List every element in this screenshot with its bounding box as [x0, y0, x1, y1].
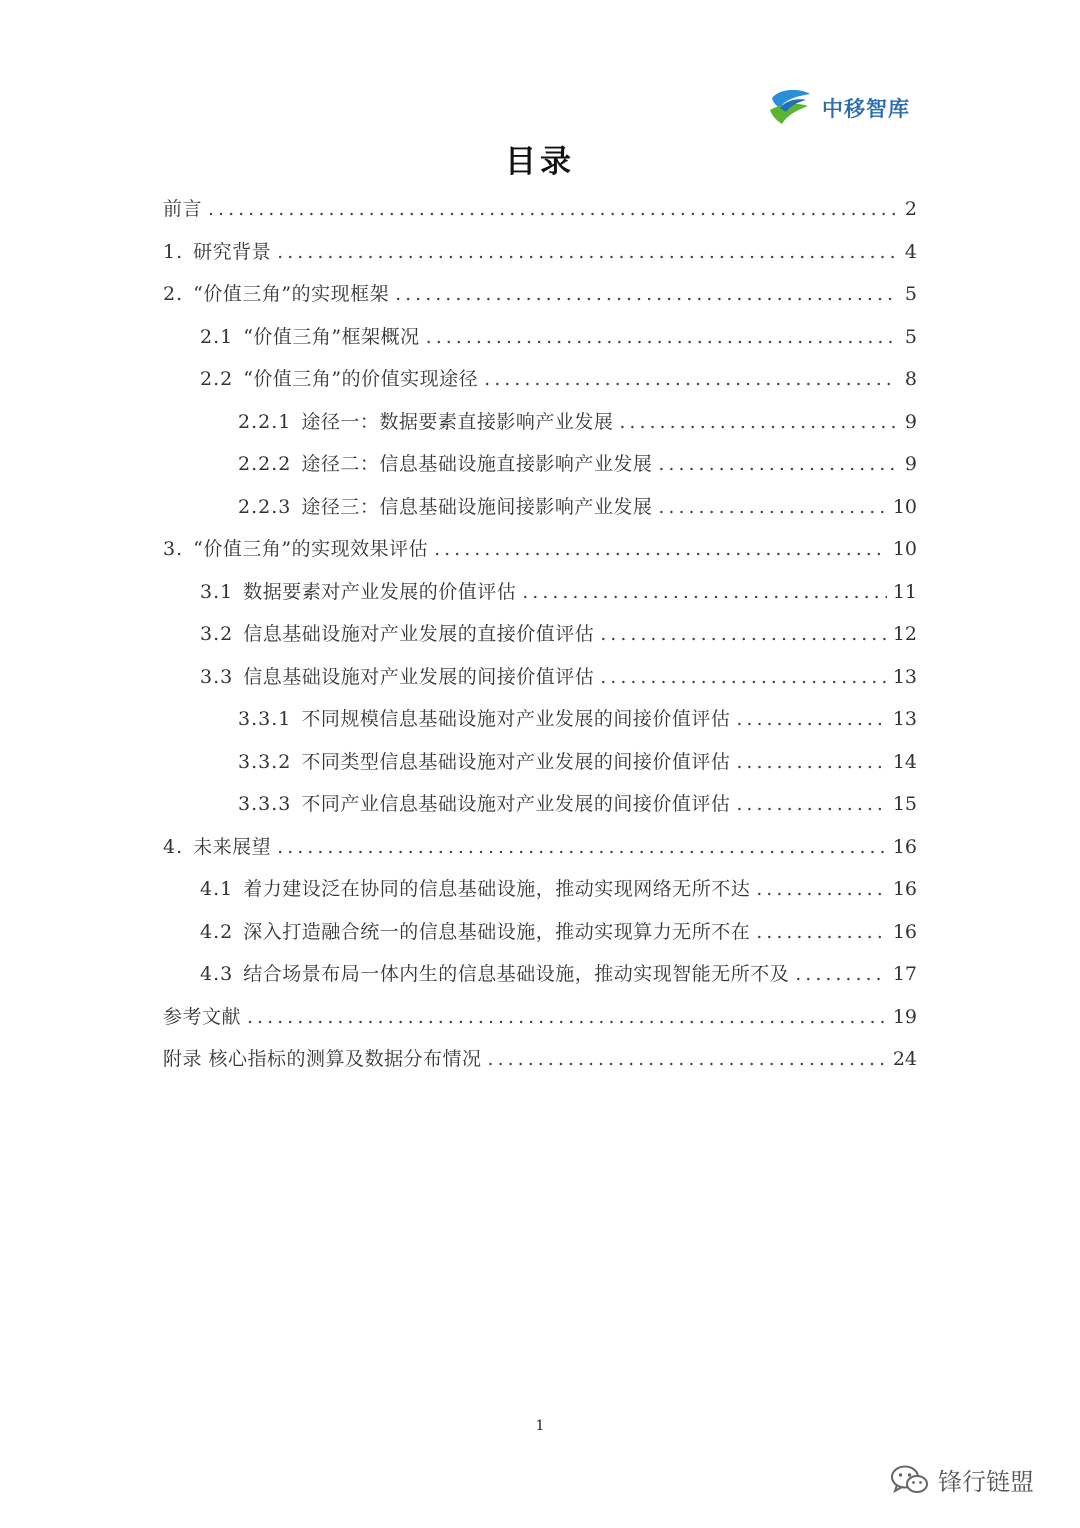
- toc-section-number: 4.: [163, 835, 184, 858]
- toc-leader-dots: [736, 698, 886, 741]
- toc-leader-dots: [736, 783, 886, 826]
- toc-section-number: 1.: [163, 240, 184, 263]
- toc-section-number: 3.3.2: [238, 750, 292, 773]
- toc-page-number: 9: [904, 453, 917, 475]
- toc-entry-label: 信息基础设施对产业发展的间接价值评估: [243, 665, 595, 688]
- toc-page-number: 5: [904, 283, 917, 305]
- toc-leader-dots: [756, 868, 887, 911]
- toc-section-number: 3.3.1: [238, 708, 292, 730]
- page-title: 目录: [505, 144, 575, 180]
- toc-entry[interactable]: [163, 316, 917, 359]
- toc-page-number: 8: [904, 368, 917, 390]
- toc-entry[interactable]: [163, 358, 917, 401]
- toc-entry[interactable]: [163, 273, 917, 316]
- toc-section-number: 4.1: [200, 878, 234, 900]
- page-number: 1: [535, 1418, 545, 1434]
- table-of-contents: [163, 188, 917, 1081]
- toc-entry-label: “价值三角”的实现框架: [193, 283, 390, 305]
- toc-entry[interactable]: [163, 571, 917, 614]
- toc-leader-dots: [434, 528, 887, 571]
- toc-page-number: 11: [892, 580, 917, 603]
- toc-entry[interactable]: [163, 443, 917, 486]
- toc-entry[interactable]: [163, 741, 917, 784]
- toc-page-number: 10: [892, 538, 917, 560]
- logo-text: 中移智库: [822, 97, 910, 121]
- toc-entry-label: 数据要素对产业发展的价值评估: [243, 580, 517, 603]
- toc-entry-label: 不同类型信息基础设施对产业发展的间接价值评估: [301, 750, 731, 773]
- toc-leader-dots: [484, 358, 897, 401]
- toc-page-number: 24: [892, 1048, 917, 1070]
- toc-section-number: 2.2.1: [238, 410, 292, 433]
- toc-entry-label: 信息基础设施对产业发展的直接价值评估: [243, 623, 595, 645]
- toc-page-number: 13: [892, 708, 917, 730]
- toc-page-number: 12: [892, 623, 917, 645]
- toc-leader-dots: [522, 571, 887, 614]
- toc-entry-label: “价值三角”框架概况: [243, 325, 420, 348]
- toc-section-number: 2.: [163, 283, 184, 305]
- toc-entry-label: 附录 核心指标的测算及数据分布情况: [163, 1048, 482, 1070]
- toc-leader-dots: [395, 273, 897, 316]
- toc-entry[interactable]: [163, 868, 917, 911]
- toc-entry[interactable]: [163, 613, 917, 656]
- toc-section-number: 3.2: [200, 623, 234, 645]
- toc-entry-label: 结合场景布局一体内生的信息基础设施，推动实现智能无所不及: [243, 963, 790, 985]
- toc-section-number: 3.3.3: [238, 793, 292, 815]
- toc-page-number: 16: [892, 878, 917, 900]
- toc-leader-dots: [600, 656, 887, 699]
- wechat-icon: [890, 1464, 930, 1496]
- toc-leader-dots: [426, 316, 897, 359]
- toc-page-number: 14: [892, 750, 917, 773]
- toc-entry[interactable]: [163, 188, 917, 231]
- toc-section-number: 3.: [163, 538, 184, 560]
- toc-leader-dots: [658, 486, 886, 529]
- toc-entry-label: 着力建设泛在协同的信息基础设施，推动实现网络无所不达: [243, 878, 751, 900]
- toc-page-number: 2: [904, 198, 917, 220]
- toc-page-number: 16: [892, 835, 917, 858]
- toc-leader-dots: [488, 1038, 887, 1081]
- toc-entry-label: 不同产业信息基础设施对产业发展的间接价值评估: [301, 793, 731, 815]
- toc-page-number: 10: [892, 495, 917, 518]
- toc-leader-dots: [277, 231, 897, 274]
- brand-logo: [766, 84, 910, 132]
- watermark-text: 锋行链盟: [938, 1468, 1034, 1496]
- toc-entry-label: 途径二：信息基础设施直接影响产业发展: [301, 453, 653, 475]
- toc-entry[interactable]: [163, 996, 917, 1039]
- toc-page-number: 15: [892, 793, 917, 815]
- toc-entry[interactable]: [163, 953, 917, 996]
- toc-entry[interactable]: [163, 231, 917, 274]
- toc-section-number: 4.3: [200, 963, 234, 985]
- toc-entry-label: 未来展望: [193, 835, 272, 858]
- toc-page-number: 16: [892, 920, 917, 943]
- toc-section-number: 2.2.2: [238, 453, 292, 475]
- toc-entry[interactable]: [163, 783, 917, 826]
- toc-entry-label: “价值三角”的实现效果评估: [193, 538, 429, 560]
- toc-section-number: 2.1: [200, 325, 234, 348]
- toc-leader-dots: [736, 741, 886, 784]
- toc-entry[interactable]: [163, 486, 917, 529]
- toc-section-number: 2.2.3: [238, 495, 292, 518]
- toc-page-number: 17: [892, 963, 917, 985]
- toc-entry-label: 参考文献: [163, 1005, 242, 1028]
- toc-page-number: 19: [892, 1005, 917, 1028]
- toc-entry[interactable]: [163, 826, 917, 869]
- toc-entry[interactable]: [163, 528, 917, 571]
- toc-page-number: 5: [904, 325, 917, 348]
- toc-page-number: 4: [904, 240, 917, 263]
- toc-section-number: 3.1: [200, 580, 234, 603]
- toc-page-number: 13: [892, 665, 917, 688]
- toc-entry-label: 前言: [163, 198, 203, 220]
- toc-leader-dots: [600, 613, 887, 656]
- toc-entry[interactable]: [163, 656, 917, 699]
- toc-entry-label: 深入打造融合统一的信息基础设施，推动实现算力无所不在: [243, 920, 751, 943]
- toc-leader-dots: [658, 443, 897, 486]
- toc-leader-dots: [208, 188, 897, 231]
- toc-page-number: 9: [904, 410, 917, 433]
- logo-mark-icon: [766, 84, 814, 132]
- toc-leader-dots: [277, 826, 887, 869]
- toc-entry-label: “价值三角”的价值实现途径: [243, 368, 479, 390]
- toc-section-number: 3.3: [200, 665, 234, 688]
- toc-entry-label: 研究背景: [193, 240, 272, 263]
- toc-section-number: 2.2: [200, 368, 234, 390]
- toc-entry[interactable]: [163, 401, 917, 444]
- toc-entry[interactable]: [163, 698, 917, 741]
- toc-leader-dots: [756, 911, 887, 954]
- toc-entry-label: 途径一：数据要素直接影响产业发展: [301, 410, 614, 433]
- toc-entry-label: 不同规模信息基础设施对产业发展的间接价值评估: [301, 708, 731, 730]
- toc-entry-label: 途径三：信息基础设施间接影响产业发展: [301, 495, 653, 518]
- toc-leader-dots: [247, 996, 887, 1039]
- toc-leader-dots: [619, 401, 897, 444]
- watermark: [890, 1462, 1034, 1497]
- toc-leader-dots: [795, 953, 887, 996]
- toc-section-number: 4.2: [200, 920, 234, 943]
- toc-entry[interactable]: [163, 1038, 917, 1081]
- toc-entry[interactable]: [163, 911, 917, 954]
